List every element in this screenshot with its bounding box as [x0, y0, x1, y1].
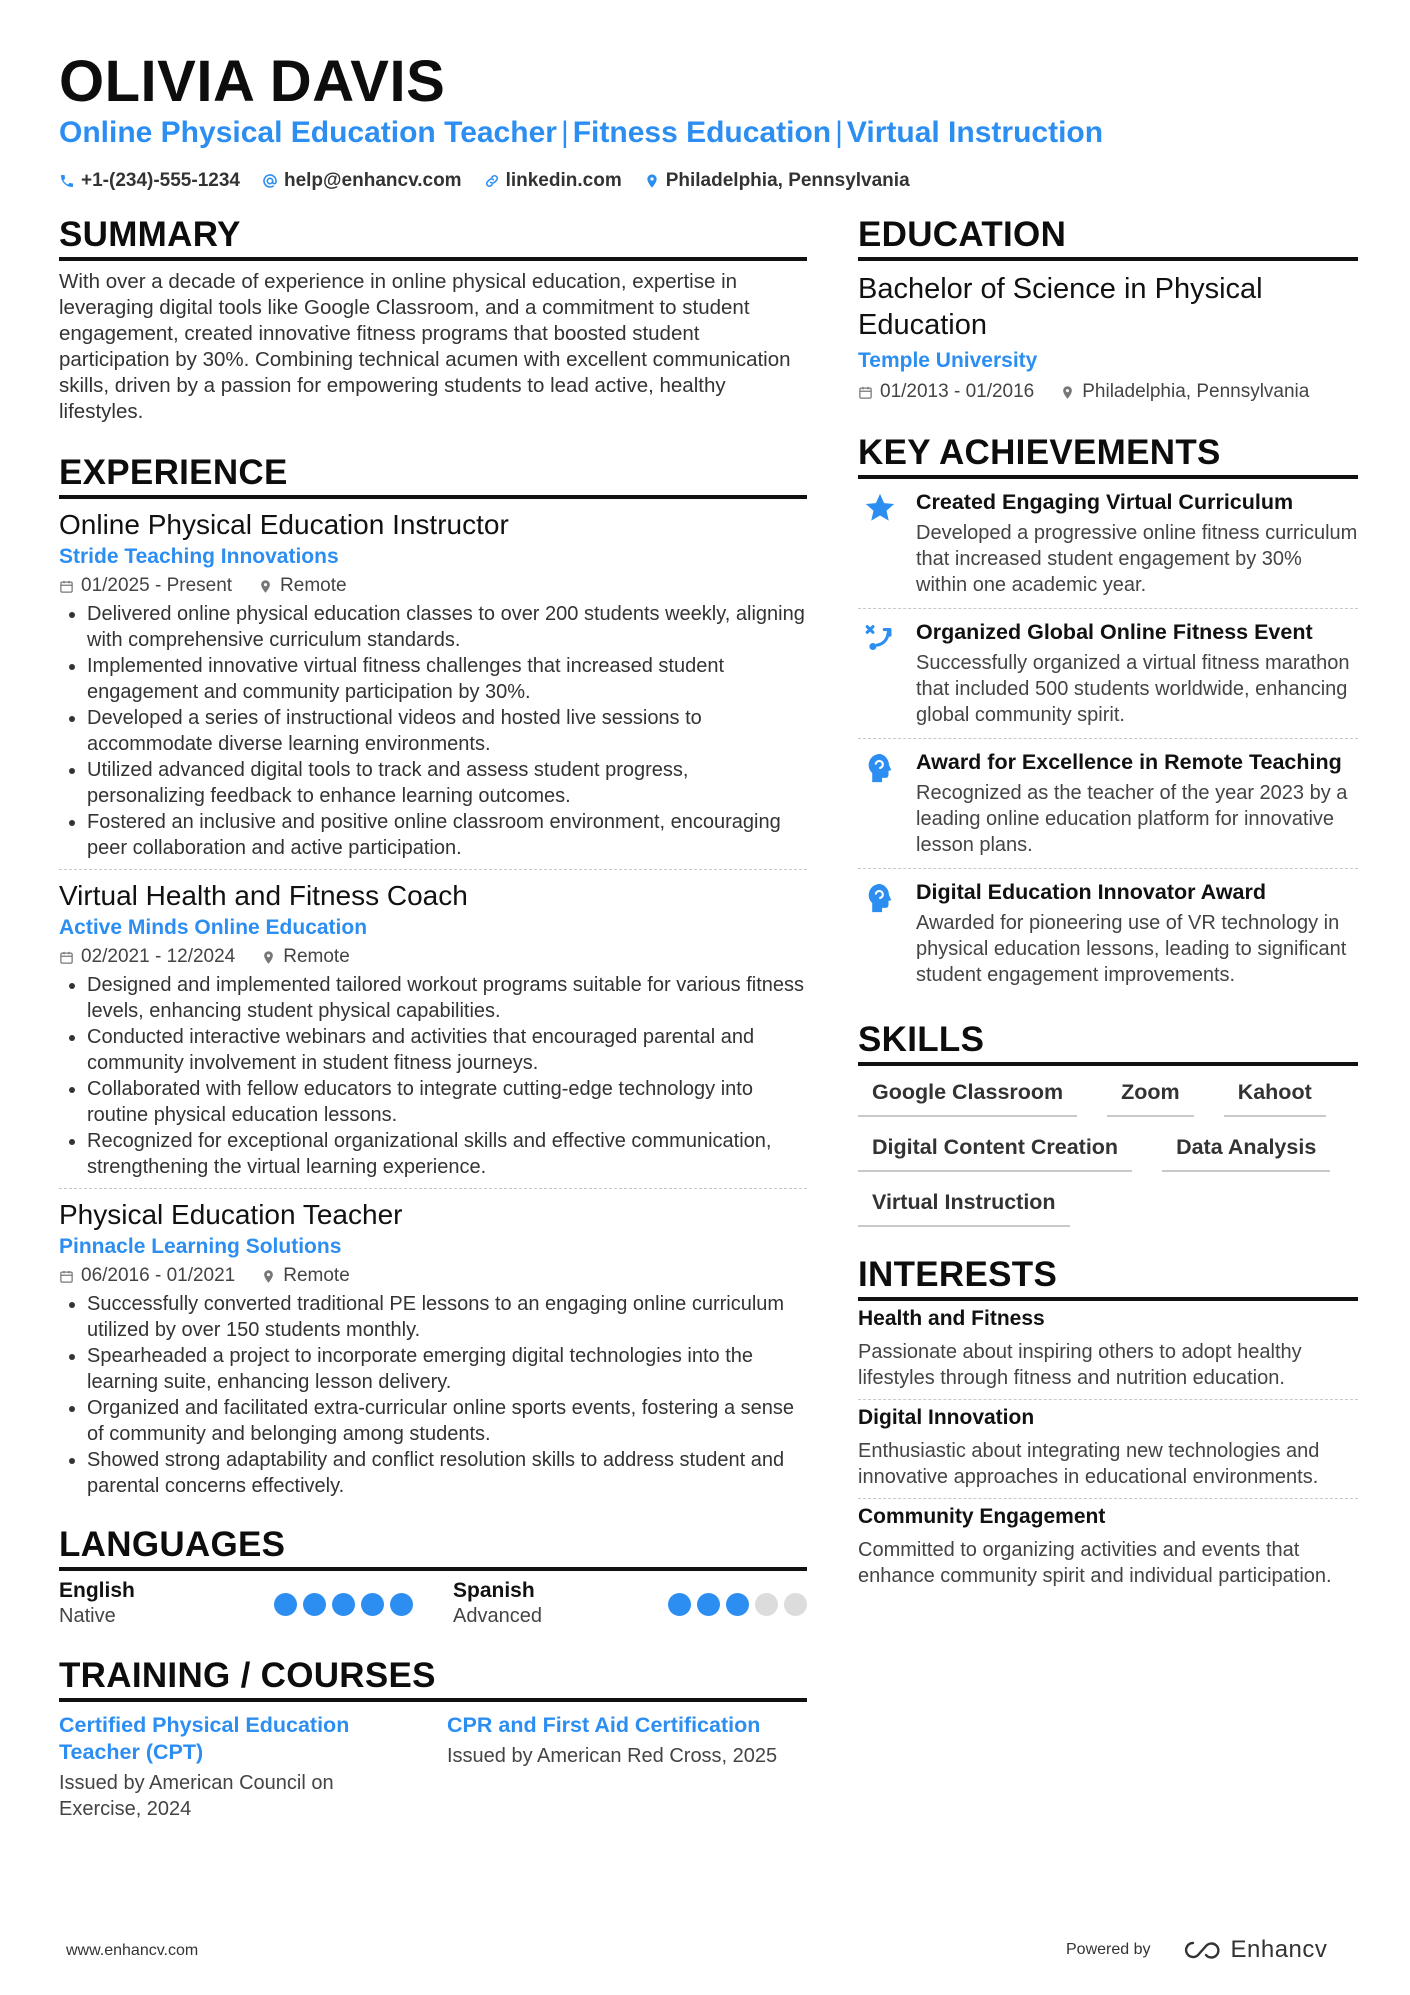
job-entry: [59, 1199, 807, 1507]
job-bullet: • Fostered an inclusive and positive online classroom environment, encouraging peer collaboration and active participation.: [87, 809, 807, 861]
job-dates: [59, 946, 235, 968]
job-bullet: • Implemented innovative virtual fitness challenges that increased student engagement and community participation by 30%.: [87, 653, 807, 705]
skill-tag: Data Analysis: [1162, 1131, 1330, 1172]
head-brain-icon: [858, 879, 902, 988]
experience-section: [59, 453, 807, 1507]
language-level: Native: [59, 1605, 116, 1627]
job-bullet: • Successfully converted traditional PE lessons to an engaging online curriculum utilized by over 150 students monthly.: [87, 1291, 807, 1343]
education-dates: [858, 381, 1034, 403]
enhancv-logo-icon: [1179, 1939, 1223, 1961]
job-bullet: • Developed a series of instructional videos and hosted live sessions to accommodate diverse learning environments.: [87, 705, 807, 757]
interest-item: [858, 1301, 1358, 1400]
summary-section: [59, 215, 807, 425]
right-column: [858, 215, 1358, 1597]
rating-dot: [274, 1593, 297, 1616]
education-location: [1060, 381, 1309, 403]
interest-desc: Enthusiastic about integrating new technologies and innovative approaches in educational environments.: [858, 1440, 1320, 1488]
rating-dot: [332, 1593, 355, 1616]
languages-grid: [59, 1579, 807, 1628]
rating-dot: [784, 1593, 807, 1616]
education-location-text: Philadelphia, Pennsylvania: [1082, 381, 1310, 402]
contact-bar: [59, 170, 910, 192]
achievement-item: [858, 739, 1358, 869]
rating-dot: [390, 1593, 413, 1616]
location-text: Philadelphia, Pennsylvania: [665, 170, 910, 191]
powered-by: [1066, 1936, 1327, 1964]
rating-dot: [726, 1593, 749, 1616]
job-location: [258, 575, 347, 597]
location-pin-icon: [261, 1269, 276, 1284]
summary-heading: SUMMARY: [59, 215, 807, 261]
achievement-desc: Successfully organized a virtual fitness marathon that included 500 students worldwide, enhancing global community spirit.: [916, 652, 1350, 726]
footer-url[interactable]: www.enhancv.com: [66, 1942, 199, 1959]
course-item: [447, 1712, 807, 1822]
course-desc: Issued by American Council on Exercise, 2024: [59, 1772, 334, 1820]
phone-text: +1-(234)-555-1234: [81, 170, 240, 191]
interest-item: [858, 1499, 1358, 1597]
location-pin-icon: [1060, 385, 1075, 400]
job-bullets: [59, 972, 807, 1180]
job-title: Online Physical Education Instructor: [59, 509, 509, 540]
skill-tag: Google Classroom: [858, 1076, 1077, 1117]
location-pin-icon: [644, 173, 660, 189]
job-bullet: • Spearheaded a project to incorporate emerging digital technologies into the learning suite, enhancing lesson delivery.: [87, 1343, 807, 1395]
left-column: [59, 215, 807, 1822]
education-heading: EDUCATION: [858, 215, 1358, 261]
training-section: [59, 1656, 807, 1822]
email-text: help@enhancv.com: [283, 170, 462, 191]
skill-tag: Virtual Instruction: [858, 1186, 1070, 1227]
achievement-title: Award for Excellence in Remote Teaching: [916, 750, 1342, 774]
interest-desc: Passionate about inspiring others to adopt healthy lifestyles through fitness and nutrition education.: [858, 1341, 1302, 1389]
head-brain-icon: [863, 881, 897, 915]
job-dates: [59, 575, 232, 597]
achievement-title: Organized Global Online Fitness Event: [916, 620, 1313, 644]
skill-tag: Digital Content Creation: [858, 1131, 1132, 1172]
job-location: [261, 1265, 350, 1287]
job-bullet: • Utilized advanced digital tools to track and assess student progress, personalizing feedback to enhance learning outcomes.: [87, 757, 807, 809]
language-rating: [668, 1593, 807, 1616]
achievement-item: [858, 869, 1358, 998]
calendar-icon: [59, 950, 74, 965]
job-dates-text: 02/2021 - 12/2024: [81, 946, 236, 967]
achievements-section: [858, 433, 1358, 998]
headline-title-1: Online Physical Education Teacher: [59, 116, 557, 149]
course-item: [59, 1712, 419, 1822]
summary-text: With over a decade of experience in online physical education, expertise in leveraging digital tools like Google Classroom, and a commitment to student engagement, created innovative fitness programs that boosted student participation by 30%. Combining technical acumen with excellent communication skills, driven by a passion for empowering students to lead active, healthy lifestyles.: [59, 270, 791, 423]
job-bullet: • Delivered online physical education classes to over 200 students weekly, aligning with comprehensive curriculum standards.: [87, 601, 807, 653]
enhancv-logo-text: Enhancv: [1230, 1936, 1328, 1963]
skills-section: [858, 1020, 1358, 1227]
rating-dot: [361, 1593, 384, 1616]
achievements-heading: KEY ACHIEVEMENTS: [858, 433, 1358, 479]
course-title: Certified Physical Education Teacher (CPT): [59, 1713, 350, 1764]
job-location-text: Remote: [280, 575, 347, 596]
headline-separator: |: [560, 116, 569, 149]
rating-dot: [668, 1593, 691, 1616]
language-item: [59, 1579, 413, 1628]
calendar-icon: [59, 1269, 74, 1284]
job-dates-text: 01/2025 - Present: [81, 575, 233, 596]
linkedin-text: linkedin.com: [505, 170, 622, 191]
job-meta: [59, 575, 807, 597]
interest-title: Digital Innovation: [858, 1406, 1035, 1429]
job-bullet: • Recognized for exceptional organizational skills and effective communication, strengthening the virtual learning experience.: [87, 1128, 807, 1180]
school-name: Temple University: [858, 349, 1038, 372]
job-dates-text: 06/2016 - 01/2021: [81, 1265, 236, 1286]
link-icon: [484, 173, 500, 189]
interests-section: [858, 1255, 1358, 1597]
achievement-title: Created Engaging Virtual Curriculum: [916, 490, 1294, 514]
language-name: Spanish: [453, 1579, 535, 1602]
enhancv-logo[interactable]: [1179, 1936, 1328, 1964]
language-level: Advanced: [453, 1605, 542, 1627]
rating-dot: [697, 1593, 720, 1616]
job-location: [261, 946, 350, 968]
interests-heading: INTERESTS: [858, 1255, 1358, 1301]
company-name: Stride Teaching Innovations: [59, 545, 339, 568]
job-location-text: Remote: [283, 1265, 350, 1286]
language-name: English: [59, 1579, 135, 1602]
skill-tag: Kahoot: [1224, 1076, 1326, 1117]
course-desc: Issued by American Red Cross, 2025: [447, 1745, 778, 1767]
strategy-icon: [858, 619, 902, 728]
job-location-text: Remote: [283, 946, 350, 967]
candidate-name: OLIVIA DAVIS: [59, 49, 446, 114]
contact-linkedin[interactable]: [484, 170, 622, 192]
rating-dot: [755, 1593, 778, 1616]
job-bullet: • Conducted interactive webinars and activities that encouraged parental and community involvement in student fitness journeys.: [87, 1024, 807, 1076]
skills-list: [858, 1076, 1358, 1227]
job-bullets: [59, 1291, 807, 1499]
headline: [59, 116, 1103, 150]
job-bullet: • Designed and implemented tailored workout programs suitable for various fitness levels, enhancing student physical capabilities.: [87, 972, 807, 1024]
company-name: Active Minds Online Education: [59, 916, 368, 939]
achievement-item: [858, 479, 1358, 609]
interest-desc: Committed to organizing activities and events that enhance community spirit and individual participation.: [858, 1539, 1332, 1587]
degree-title: Bachelor of Science in Physical Education: [858, 273, 1263, 341]
contact-location: [644, 170, 910, 192]
education-dates-text: 01/2013 - 01/2016: [880, 381, 1035, 402]
skill-tag: Zoom: [1107, 1076, 1194, 1117]
job-title: Virtual Health and Fitness Coach: [59, 880, 468, 911]
rating-dot: [303, 1593, 326, 1616]
experience-heading: EXPERIENCE: [59, 453, 807, 499]
job-meta: [59, 1265, 807, 1287]
head-brain-icon: [858, 749, 902, 858]
head-brain-icon: [863, 751, 897, 785]
headline-title-2: Fitness Education: [572, 116, 832, 149]
calendar-icon: [59, 579, 74, 594]
headline-title-3: Virtual Instruction: [846, 116, 1104, 149]
calendar-icon: [858, 385, 873, 400]
course-title: CPR and First Aid Certification: [447, 1713, 761, 1737]
location-pin-icon: [261, 950, 276, 965]
interest-item: [858, 1400, 1358, 1499]
languages-section: [59, 1525, 807, 1628]
achievement-title: Digital Education Innovator Award: [916, 880, 1267, 904]
achievement-desc: Recognized as the teacher of the year 2023 by a leading online education platform for innovative lesson plans.: [916, 782, 1348, 856]
star-icon: [858, 489, 902, 598]
job-entry: [59, 509, 807, 870]
strategy-icon: [863, 621, 897, 655]
education-section: [858, 215, 1358, 403]
powered-by-label: Powered by: [1066, 1941, 1151, 1958]
headline-separator: |: [835, 116, 843, 149]
languages-heading: LANGUAGES: [59, 1525, 807, 1571]
location-pin-icon: [258, 579, 273, 594]
contact-email[interactable]: [262, 170, 462, 192]
star-icon: [863, 491, 897, 525]
contact-phone[interactable]: [59, 170, 240, 192]
job-bullet: • Showed strong adaptability and conflict resolution skills to address student and parental concerns effectively.: [87, 1447, 807, 1499]
achievement-desc: Developed a progressive online fitness curriculum that increased student engagement by 30% within one academic year.: [916, 522, 1358, 596]
courses-grid: [59, 1712, 807, 1822]
job-bullet: • Organized and facilitated extra-curricular online sports events, fostering a sense of community and belonging among students.: [87, 1395, 807, 1447]
achievement-item: [858, 609, 1358, 739]
language-rating: [274, 1593, 413, 1616]
job-dates: [59, 1265, 235, 1287]
job-entry: [59, 880, 807, 1189]
company-name: Pinnacle Learning Solutions: [59, 1235, 342, 1258]
job-title: Physical Education Teacher: [59, 1199, 403, 1230]
training-heading: TRAINING / COURSES: [59, 1656, 807, 1702]
language-item: [453, 1579, 807, 1628]
job-meta: [59, 946, 807, 968]
at-icon: [262, 173, 278, 189]
job-bullets: [59, 601, 807, 861]
interest-title: Health and Fitness: [858, 1307, 1045, 1330]
achievement-desc: Awarded for pioneering use of VR technology in physical education lessons, leading to significant student engagement improvements.: [916, 912, 1347, 986]
education-meta: [858, 381, 1358, 403]
job-bullet: • Collaborated with fellow educators to integrate cutting-edge technology into routine physical education lessons.: [87, 1076, 807, 1128]
interest-title: Community Engagement: [858, 1505, 1106, 1528]
skills-heading: SKILLS: [858, 1020, 1358, 1066]
phone-icon: [59, 173, 75, 189]
